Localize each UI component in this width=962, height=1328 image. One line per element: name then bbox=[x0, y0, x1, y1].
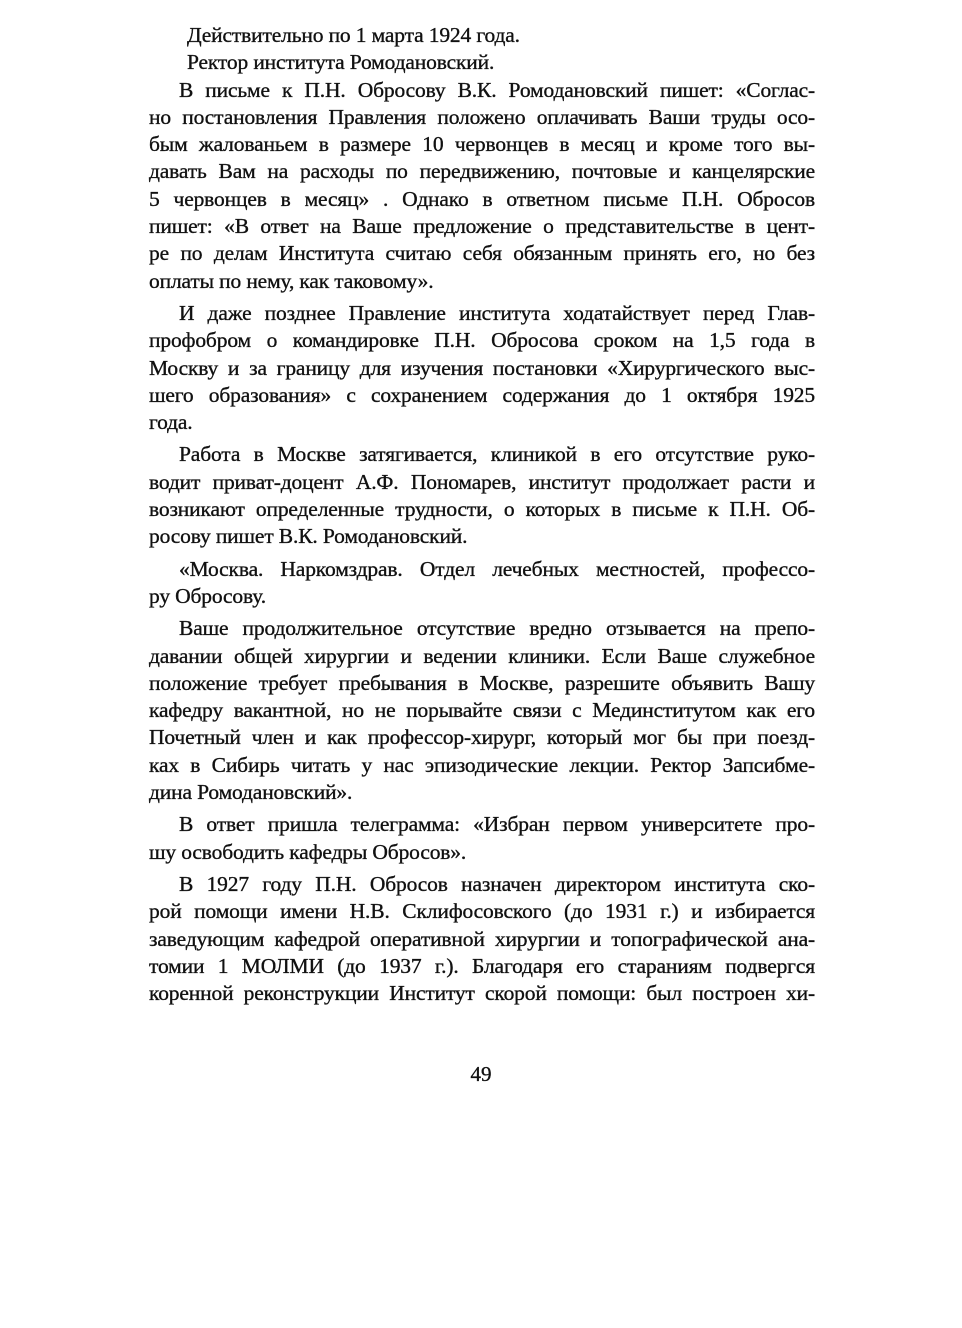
text-line: шу освободить кафедры Обросов». bbox=[149, 839, 467, 864]
paragraph-first-line: В 1927 году П.Н. Обросов назначен директором института ско- bbox=[179, 871, 815, 896]
text-line: 5 червонцев в месяц» . Однако в ответном письме П.Н. Обросов bbox=[149, 186, 815, 211]
text-line: Ректор института Ромодановский. bbox=[187, 50, 495, 75]
text-line: рой помощи имени Н.В. Склифосовского (до 1931 г.) и избирается bbox=[149, 899, 815, 924]
text-line: Почетный член и как профессор-хирург, который мог бы при поезд- bbox=[149, 725, 815, 750]
text-line: возникают определенные трудности, о которых в письме к П.Н. Об- bbox=[149, 497, 815, 522]
document-body bbox=[149, 22, 815, 1007]
text-line: бым жалованьем в размере 10 червонцев в месяц и кроме того вы- bbox=[149, 132, 815, 157]
text-line: коренной реконструкции Институт скорой помощи: был построен хи- bbox=[149, 981, 815, 1006]
text-line: давании общей хирургии и ведении клиники. Если Ваше служебное bbox=[149, 643, 815, 668]
text-line: ках в Сибирь читать у нас эпизодические лекции. Ректор Запсибме- bbox=[149, 752, 815, 777]
text-line: Москву и за границу для изучения постановки «Хирургического выс- bbox=[149, 355, 815, 380]
text-line: давать Вам на расходы по передвижению, почтовые и канцелярские bbox=[149, 159, 815, 184]
text-line: дина Ромодановский». bbox=[149, 780, 353, 805]
text-line: водит приват-доцент А.Ф. Пономарев, институт продолжает расти и bbox=[149, 469, 815, 494]
paragraph-first-line: В ответ пришла телеграмма: «Избран первом университете про- bbox=[179, 812, 815, 837]
paragraph-first-line: В письме к П.Н. Обросову В.К. Ромодановский пишет: «Соглас- bbox=[179, 77, 815, 102]
text-line: ре по делам Института считаю себя обязанным принять его, но без bbox=[149, 241, 815, 266]
page-number: 49 bbox=[470, 1062, 492, 1086]
text-line: года. bbox=[149, 410, 193, 435]
text-line: пишет: «В ответ на Ваше предложение о представительстве в цент- bbox=[149, 214, 815, 239]
text-line: Действительно по 1 марта 1924 года. bbox=[187, 23, 520, 47]
text-line: росову пишет В.К. Ромодановский. bbox=[149, 524, 468, 549]
paragraph-first-line: «Москва. Наркомздрав. Отдел лечебных местностей, профессо- bbox=[179, 556, 815, 581]
paragraph-first-line: И даже позднее Правление института ходатайствует перед Глав- bbox=[179, 300, 815, 325]
text-line: оплаты по нему, как таковому». bbox=[149, 268, 434, 293]
text-line: томии 1 МОЛМИ (до 1937 г.). Благодаря его стараниям подвергся bbox=[149, 953, 815, 978]
text-line: ру Обросову. bbox=[149, 583, 266, 608]
text-line: заведующим кафедрой оперативной хирургии и топографической ана- bbox=[149, 926, 815, 951]
text-line: профобром о командировке П.Н. Обросова сроком на 1,5 года в bbox=[149, 328, 815, 353]
text-line: шего образования» с сохранением содержания до 1 октября 1925 bbox=[149, 382, 815, 407]
text-line: но постановления Правления положено оплачивать Ваши труды осо- bbox=[149, 104, 815, 129]
paragraph-first-line: Работа в Москве затягивается, клиникой в его отсутствие руко- bbox=[179, 442, 815, 467]
text-line: кафедру вакантной, но не порывайте связи с Мединститутом как его bbox=[149, 698, 815, 723]
paragraph-first-line: Ваше продолжительное отсутствие вредно отзывается на препо- bbox=[179, 616, 815, 641]
text-line: положение требует пребывания в Москве, разрешите объявить Вашу bbox=[149, 670, 815, 695]
